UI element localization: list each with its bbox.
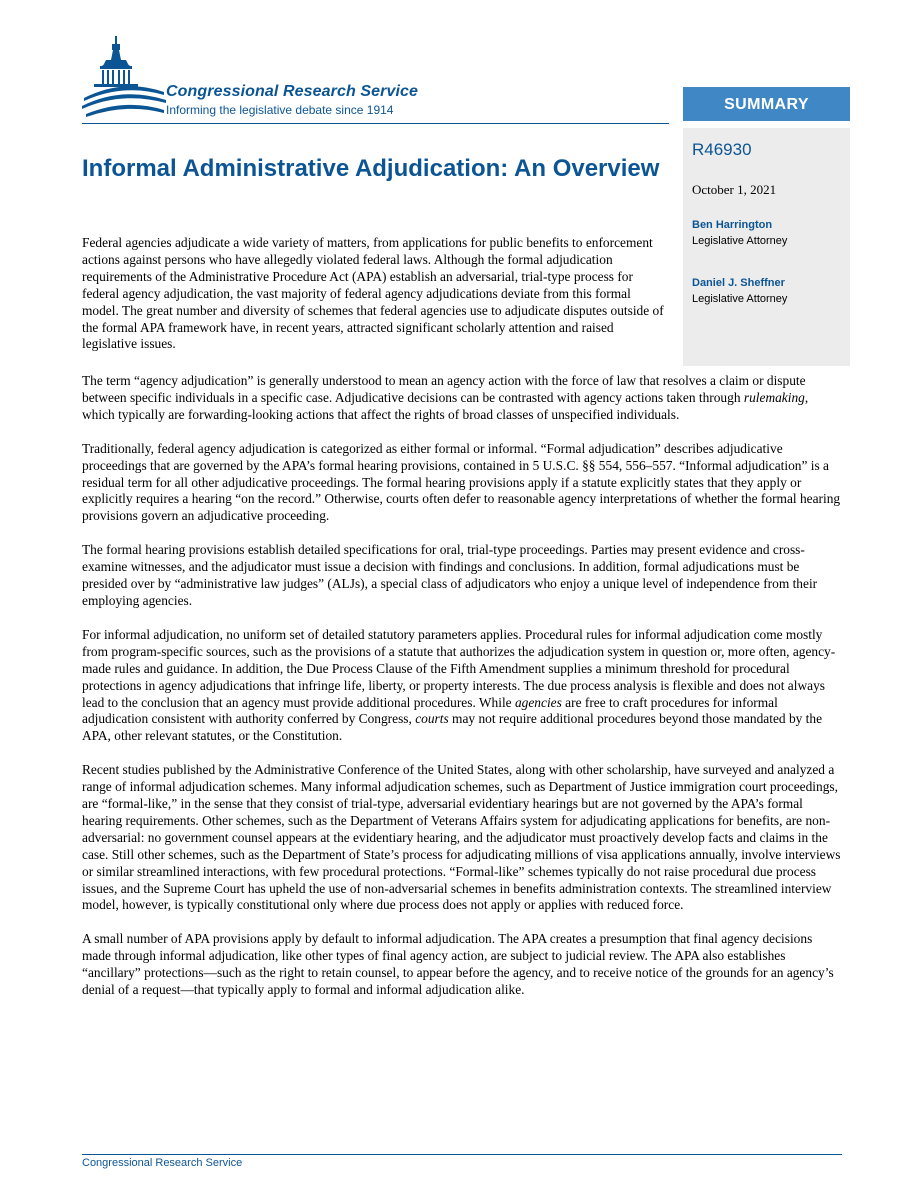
footer-text: Congressional Research Service <box>82 1157 243 1169</box>
report-date: October 1, 2021 <box>692 182 777 197</box>
text-run: may not require additional procedures beyond those mandated by the APA, other relevant statutes, or the Constitution. <box>82 711 823 744</box>
header-divider <box>82 123 669 124</box>
org-tagline: Informing the legislative debate since 1914 <box>166 103 394 117</box>
text-run: The term “agency adjudication” is generally understood to mean an agency action with the force of law that resolves a claim or dispute between specific individuals in a specific case. Adjudicative decisions can be contrasted with agency actions taken through <box>82 373 806 405</box>
summary-banner: SUMMARY <box>683 87 850 121</box>
summary-body <box>82 373 844 1016</box>
emphasis: rulemaking <box>743 389 805 405</box>
text-run: For informal adjudication, no uniform set of detailed statutory parameters applies. Procedural rules for informal adjudication come mostly from program-specific sources, such as the provisions of a statute that authorizes the adjudication system in question or, more often, agency-made rules and guidance. In addition, the Due Process Clause of the Fifth Amendment supplies a minimum threshold for procedural protections in agency adjudications that infringe life, liberty, or property interests. The due process analysis is flexible and does not always lead to the conclusion that an agency must provide additional procedures. While <box>82 626 836 710</box>
org-name: Congressional Research Service <box>166 83 419 100</box>
text-run: , which typically are forwarding-looking actions that affect the rights of broad classes of unspecified individuals. <box>82 389 809 422</box>
paragraph <box>82 627 844 745</box>
capitol-dome-icon <box>82 36 172 120</box>
paragraph: Recent studies published by the Administrative Conference of the United States, along with other scholarship, have surveyed and analyzed a range of informal adjudication schemes. Many informal adjudication schemes, such as Department of Justice immigration court proceedings, are “formal-like,” in the sense that they consist of trial-type, adversarial evidentiary hearings but are not governed by the APA’s formal hearing requirements. Other schemes, such as the Department of Veterans Affairs system for adjudicating applications for benefits, are non-adversarial: no government counsel appears at the evidentiary hearing, and the adjudicator must proactively develop facts and claims in the case. Still other schemes, such as the Department of State’s process for adjudicating millions of visa applications annually, involve interviews or similar streamlined interactions, with few procedural protections. “Formal-like” schemes typically do not raise procedural due process issues, and the Supreme Court has upheld the use of non-adversarial schemes in benefits administration contexts. The streamlined interview model, however, is typically constitutional only where due process does not apply or applies with reduced force. <box>82 762 841 913</box>
emphasis: agencies <box>514 694 562 710</box>
emphasis: courts <box>415 711 449 727</box>
author-block <box>692 217 787 249</box>
footer-divider <box>82 1154 842 1155</box>
author-role: Legislative Attorney <box>692 235 788 247</box>
author-role: Legislative Attorney <box>692 293 788 305</box>
report-number: R46930 <box>692 140 752 159</box>
author-block <box>692 275 787 307</box>
document-title: Informal Administrative Adjudication: An Overview <box>82 155 660 182</box>
paragraph: A small number of APA provisions apply by default to informal adjudication. The APA creates a presumption that final agency decisions made through informal adjudication, like other types of final agency action, are subject to judicial review. The APA also establishes “ancillary” protections—such as the right to retain counsel, to appear before the agency, and to receive notice of the grounds for an agency’s denial of a request—that typically apply to formal and informal adjudication alike. <box>82 931 834 998</box>
paragraph: The formal hearing provisions establish detailed specifications for oral, trial-type proceedings. Parties may present evidence and cross-examine witnesses, and the adjudicator must issue a decision with findings and conclusions. In addition, formal adjudications must be presided over by “administrative law judges” (ALJs), a special class of adjudicators who enjoy a unique level of independence from their employing agencies. <box>82 542 818 608</box>
author-name: Daniel J. Sheffner <box>692 277 785 289</box>
summary-intro: Federal agencies adjudicate a wide variety of matters, from applications for public benefits to enforcement actions against persons who have allegedly violated federal laws. Although the formal adjudication requirements of the Administrative Procedure Act (APA) establish an adversarial, trial-type process for federal agency adjudication, the vast majority of federal agency adjudications deviate from this formal model. The great number and diversity of schemes that federal agencies use to adjudicate disputes outside of the formal APA framework have, in recent years, attracted significant scholarly attention and raised legislative issues. <box>82 235 664 352</box>
paragraph <box>82 373 844 424</box>
author-name: Ben Harrington <box>692 219 773 231</box>
text-run: are free to craft procedures for informal adjudication consistent with authority conferred by Congress, <box>82 694 778 727</box>
paragraph: Traditionally, federal agency adjudication is categorized as either formal or informal. “Formal adjudication” describes adjudicative proceedings that are governed by the APA’s formal hearing provisions, contained in 5 U.S.C. §§ 554, 556–557. “Informal adjudication” is a residual term for all other adjudicative proceedings. The formal hearing provisions apply if a statute explicitly states that they apply or explicitly requires a hearing “on the record.” Otherwise, courts often defer to reasonable agency interpretations of whether the formal hearing provisions govern an adjudicative proceeding. <box>82 440 841 524</box>
